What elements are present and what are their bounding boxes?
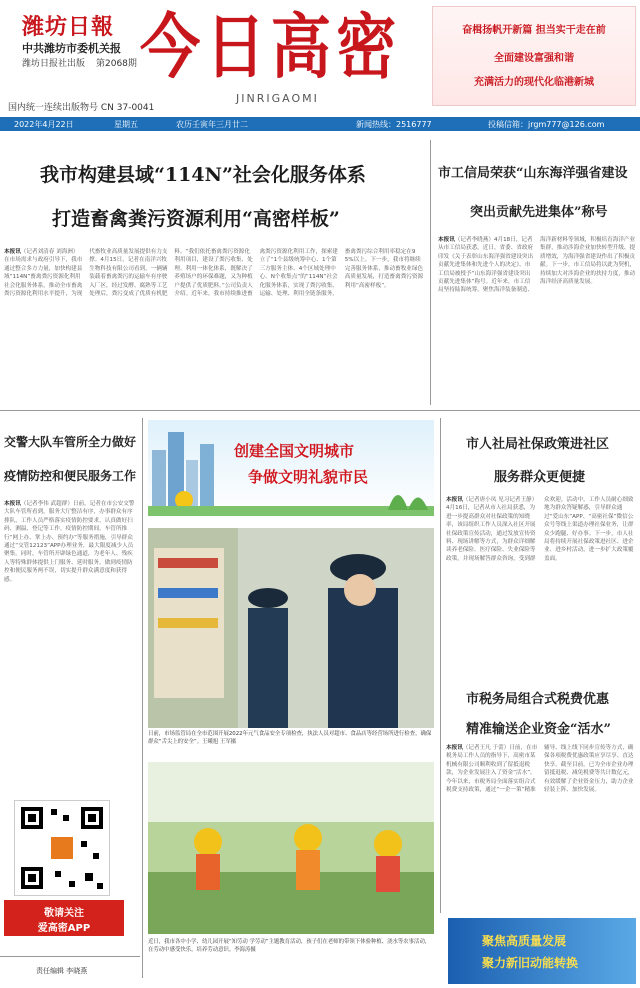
right-article-1-body	[446, 496, 636, 676]
banner-title-1: 创建全国文明城市	[234, 442, 355, 460]
children-garden-photo	[148, 762, 434, 934]
photo2-caption: 近日，我市各中小学、幼儿园开展“知劳动 学劳动”主题教育活动，孩子们在老师的带领下体验种植、浇水等农事活动，在劳动中感受快乐，培养劳动意识。李海涛摄	[148, 939, 431, 953]
photo1-caption: 日前，市场监管局在全市范围开展2022年元气食品安全专项检查，执法人员对超市、食品店等经营场所进行检查，确保群众“舌尖上的安全”。王曦旭 王军摄	[148, 731, 432, 745]
right1-text: （记者唐小凤 见习记者王静）4月16日，记者从市人社局获悉，为进一步提高群众对社保政策的知晓率，该局组织工作人员深入社区开展社保政策宣传活动，通过发放宣传资料、现场讲解等方式，为群众详细解读养老保险、医疗保险、失业保险等政策，并现场解答群众咨询，受到群众欢迎。活动中，工作人员耐心细致地为群众答疑解惑，引导群众通过“爱山东”APP、“高密社保”微信公众号等线上渠道办理社保业务，让群众少跑腿、好办事。下一步，市人社局将持续开展社保政策进社区、进企业、进乡村活动，进一步扩大政策覆盖面。	[446, 497, 634, 562]
masthead-ad	[432, 6, 636, 106]
submission-email: 投稿信箱：jrgm777@126.com	[488, 120, 605, 129]
right-headline-1: 市人社局社保政策进社区	[466, 437, 610, 452]
newspaper-title: 今日高密	[140, 5, 402, 88]
lead-headline-2: 打造畜禽粪污资源利用“高密样板”	[52, 208, 340, 230]
bottom-ad-line-2: 聚力新旧动能转换	[482, 956, 579, 970]
garden-photo-art	[148, 762, 434, 934]
right-headline-3: 市税务局组合式税费优惠	[466, 692, 610, 707]
column-divider	[430, 140, 431, 405]
right2-byline: 本报讯	[446, 745, 463, 751]
bottom-ad-line-1: 聚焦高质量发展	[482, 934, 567, 948]
ad-line-3: 充满活力的现代化临港新城	[474, 77, 594, 88]
qr-code-pattern	[15, 801, 109, 895]
publisher-line: 潍坊日报社出版	[22, 59, 86, 69]
lead-article-body	[4, 248, 424, 400]
banner-title-2: 争做文明礼貌市民	[248, 468, 369, 486]
app-promo-line-2: 爱高密APP	[37, 923, 91, 934]
qr-code	[14, 800, 110, 896]
side-byline: 本报讯	[438, 237, 455, 243]
left-headline-2: 疫情防控和便民服务工作	[4, 469, 137, 483]
date-bar	[0, 117, 640, 131]
app-promo-line-1: 敬请关注	[44, 908, 84, 919]
right-article-2-body	[446, 744, 636, 912]
inspection-photo-art	[148, 528, 434, 728]
cn-serial: 国内统一连续出版物号 CN 37-0041	[8, 103, 155, 113]
right1-byline: 本报讯	[446, 497, 463, 503]
left-headline-1: 交警大队车管所全力做好	[4, 435, 137, 449]
left-text: （记者李伟 武超群）日前，记者在市公安交警大队车管所看到，服务大厅整洁有序，办事群众有序排队，工作人员严格落实疫情防控要求，认真做好扫码、测温、登记等工作。疫情防控期间，车管所推行“网上办、掌上办、预约办”等服务措施，引导群众通过“交管12123”APP办理业务，最大限度减少人员聚集。同时，车管所开辟绿色通道，为老年人、残疾人等特殊群体提供上门服务、延时服务，做到疫情防控和便民服务两不误，切实提升群众满意度和获得感。	[4, 501, 135, 583]
market-inspection-photo	[148, 528, 434, 728]
civility-banner	[148, 420, 434, 516]
title-pinyin: JINRIGAOMI	[236, 92, 319, 105]
ad-line-2: 全面建设富强和谐	[494, 53, 574, 64]
bottom-ad	[448, 918, 636, 984]
section-divider	[0, 410, 640, 411]
left-byline: 本报讯	[4, 501, 21, 507]
lead-text: （记者刘清春 刘海洲）在市场需求与政府引导下，我市通过整合多方力量，加快构建县域“114N”畜禽粪污资源化利用社会化服务体系，推动全市畜禽粪污资源化利用水平提升，为现代畜牧业高质量发展提供有力支撑。4月15日，记者在南洋兴牧生物科技有限公司看到，一辆辆装载着畜禽粪污的运输车有序驶入厂区，经过发酵、腐熟等工艺处理后，粪污变成了优质有机肥料。“我们依托畜禽粪污资源化利用项目，建设了粪污收集、处理、利用一体化体系，既解决了养殖场户的环保难题，又为种植户提供了优质肥料。”公司负责人介绍。近年来，我市持续推进畜禽粪污资源化利用工作，探索建立了“1个县级统筹中心、1个第三方服务主体、4个区域处理中心、N个收集点”的“114N”社会化服务体系，实现了粪污收集、运输、处理、利用全链条服务，畜禽粪污综合利用率稳定在95%以上。下一步，我市将继续完善服务体系，推动畜牧业绿色高质量发展，打造畜禽粪污资源利用“高密样板”。	[4, 249, 424, 298]
footer-rule	[0, 956, 140, 957]
lead-byline: 本报讯	[4, 249, 21, 255]
issue-number: 第2068期	[96, 59, 137, 69]
side-headline-2: 突出贡献先进集体”称号	[470, 205, 608, 220]
app-promo	[4, 900, 124, 936]
column-divider-right	[440, 418, 441, 913]
left-article-body	[4, 500, 138, 790]
right-headline-4: 精准输送企业资金“活水”	[466, 722, 611, 737]
date: 2022年4月22日	[14, 120, 74, 129]
lead-headline-1: 我市构建县域“114N”社会化服务体系	[40, 164, 366, 186]
ad-line-1: 奋楫扬帆开新篇 担当实干走在前	[462, 25, 606, 36]
lunar-date: 农历壬寅年三月廿二	[176, 120, 248, 129]
right2-text: （记者王凡 于蕾）日前，在市税务局工作人员的指导下，高密市某机械有限公司顺利收到了留抵退税款，为企业发展注入了资金“活水”。今年以来，市税务局全面落实组合式税费支持政策，通过“一企一策”精准辅导、线上线下同步宣传等方式，确保各项税费优惠政策应享尽享、直达快享。截至目前，已为全市企业办理留抵退税、减免税费等共计数亿元，有效缓解了企业资金压力，助力企业轻装上阵、加快发展。	[446, 745, 634, 794]
side-headline-1: 市工信局荣获“山东海洋强省建设	[438, 166, 628, 181]
brand-subtitle: 中共潍坊市委机关报	[22, 42, 121, 55]
side-text: （记者李晓燕）4月18日，记者从市工信局获悉，近日，省委、省政府印发《关于表彰山东海洋强省建设突出贡献先进集体和先进个人的决定》，市工信局被授予“山东海洋强省建设突出贡献先进集体”称号。近年来，市工信局坚持陆海统筹，聚焦海洋装备制造、海洋新材料等领域，积极培育海洋产业集群，推动涉海企业加快转型升级、提质增效，为海洋强省建设作出了积极贡献。下一步，市工信局将以此为契机，持续加大对涉海企业的扶持力度，推动海洋经济高质量发展。	[438, 237, 636, 294]
right-headline-2: 服务群众更便捷	[494, 470, 586, 485]
responsible-editor: 责任编辑 李晓燕	[36, 967, 88, 975]
brand-name: 潍坊日報	[22, 14, 115, 40]
side-article-body	[438, 236, 636, 400]
weekday: 星期五	[114, 120, 138, 129]
news-hotline: 新闻热线：2516777	[356, 120, 432, 129]
column-divider-left	[142, 418, 143, 978]
